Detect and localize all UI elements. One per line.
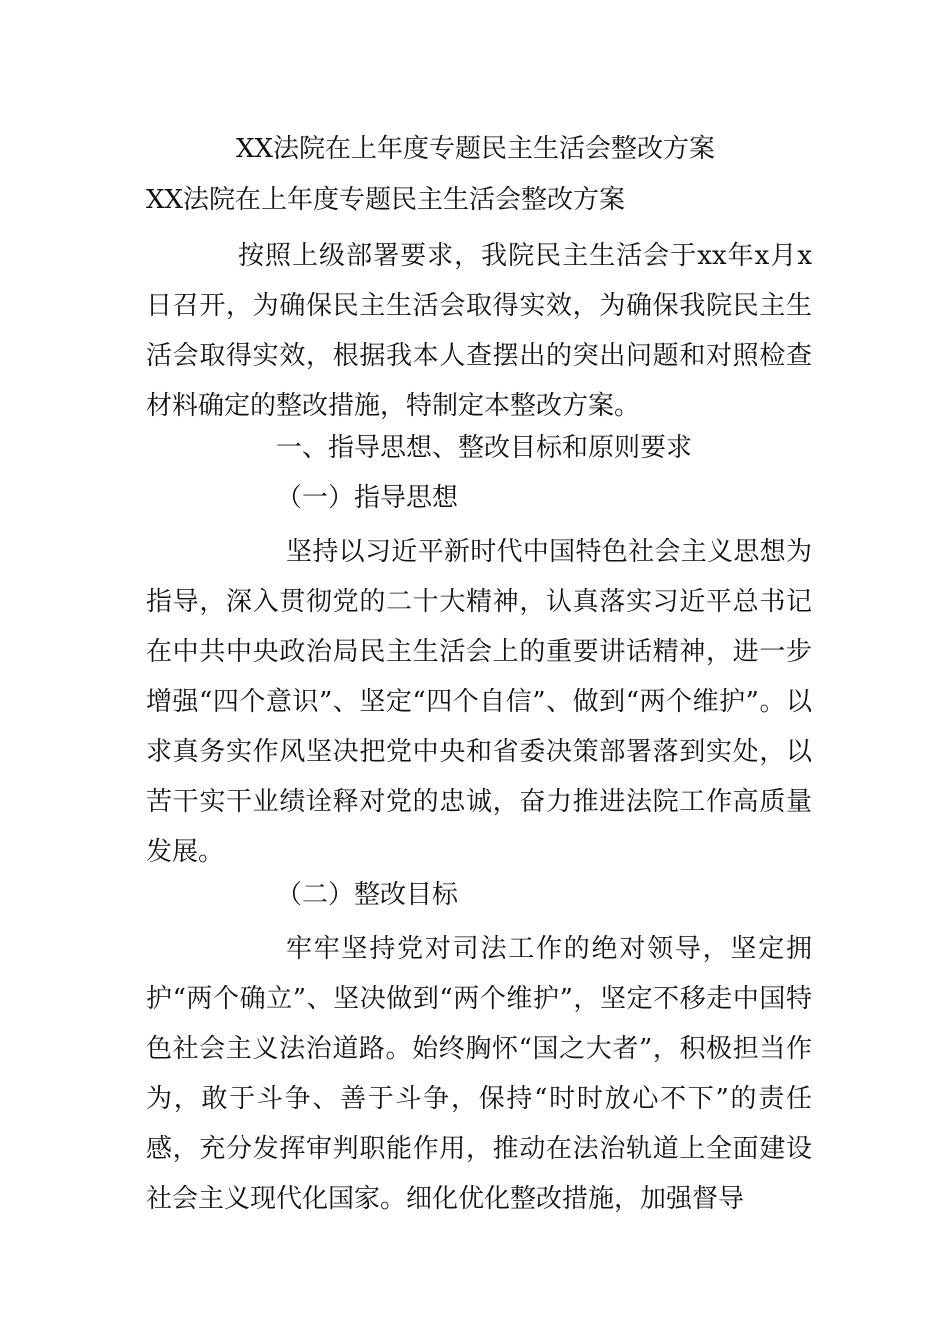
- guiding-thought-paragraph: 坚持以习近平新时代中国特色社会主义思想为指导，深入贯彻党的二十大精神，认真落实习近平总书记在中共中央政治局民主生活会上的重要讲话精神，进一步增强“四个意识”、坚定“四个自信”、做到“两个维护”。以求真务实作风坚决把党中央和省委决策部署落到实处，以苦干实干业绩诠释对党的忠诚，奋力推进法院工作高质量发展。: [146, 537, 812, 867]
- section-heading: 一、指导思想、整改目标和原则要求: [276, 433, 693, 463]
- document-title: XX法院在上年度专题民主生活会整改方案: [236, 134, 716, 164]
- subsection-heading-guiding-thought: （一）指导思想: [276, 483, 459, 513]
- rectification-goal-paragraph: 牢牢坚持党对司法工作的绝对领导，坚定拥护“两个确立”、坚决做到“两个维护”，坚定不移走中国特色社会主义法治道路。始终胸怀“国之大者”，积极担当作为，敢于斗争、善于斗争，保持“时时放心不下”的责任感，充分发挥审判职能作用，推动在法治轨道上全面建设社会主义现代化国家。细化优化整改措施，加强督导: [146, 934, 812, 1214]
- subsection-heading-rectification-goal: （二）整改目标: [276, 880, 459, 910]
- document-subtitle: XX法院在上年度专题民主生活会整改方案: [146, 185, 626, 215]
- intro-paragraph: 按照上级部署要求，我院民主生活会于xx年x月x日召开，为确保民主生活会取得实效，为确保我院民主生活会取得实效，根据我本人查摆出的突出问题和对照检查材料确定的整改措施，特制定本整改方案。: [146, 241, 812, 421]
